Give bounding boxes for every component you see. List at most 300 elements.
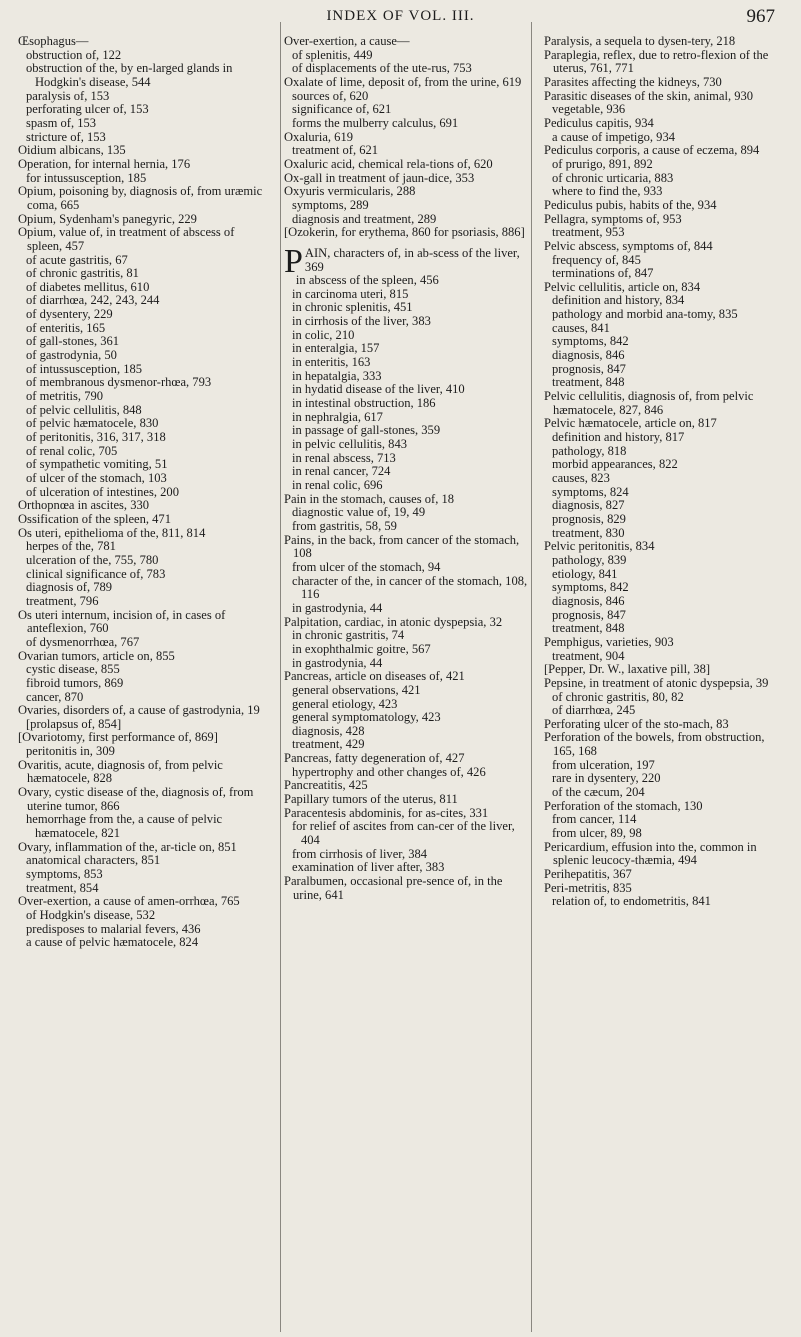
entry-text: in chronic gastritis, 74 <box>292 628 405 643</box>
entry-text: significance of, 621 <box>292 102 392 117</box>
entry-text: from ulceration, 197 <box>552 757 655 772</box>
entry-text: in renal colic, 696 <box>292 478 383 492</box>
index-entry <box>544 390 784 417</box>
entry-text: of prurigo, 891, 892 <box>552 156 653 171</box>
entry-text: from gastritis, 58, 59 <box>292 518 397 533</box>
index-entry <box>284 670 530 684</box>
entry-text: symptoms, 853 <box>26 867 103 882</box>
index-subentry <box>544 308 784 322</box>
index-entry <box>544 636 784 650</box>
entry-text: Pelvic cellulitis, diagnosis of, from pelvic hæmatocele, 827, 846 <box>544 389 754 417</box>
entry-text: Over-exertion, a cause— <box>284 35 410 48</box>
index-subentry <box>544 595 784 609</box>
entry-text: Oxaluric acid, chemical rela-tions of, 620 <box>284 156 493 171</box>
entry-text: of peritonitis, 316, 317, 318 <box>26 430 166 445</box>
entry-text: diagnosis, 846 <box>552 593 625 608</box>
page-header <box>0 6 801 32</box>
index-entry <box>18 226 270 253</box>
index-subentry <box>18 90 270 104</box>
index-subentry <box>544 622 784 636</box>
index-subentry <box>544 472 784 486</box>
entry-text: of chronic gastritis, 81 <box>26 266 139 281</box>
entry-text: stricture of, 153 <box>26 129 106 144</box>
index-subentry <box>284 274 530 288</box>
index-subentry <box>18 472 270 486</box>
index-subentry <box>18 431 270 445</box>
entry-text: fibroid tumors, 869 <box>26 675 124 690</box>
index-entry <box>284 493 530 507</box>
entry-text: in pelvic cellulitis, 843 <box>292 437 407 452</box>
index-subentry <box>18 335 270 349</box>
entry-text: predisposes to malarial fevers, 436 <box>26 921 201 936</box>
entry-text: Ovary, cystic disease of the, diagnosis of, from uterine tumor, 866 <box>18 785 254 813</box>
entry-text: Pelvic abscess, symptoms of, 844 <box>544 238 713 253</box>
index-subentry <box>18 718 270 732</box>
index-subentry <box>18 376 270 390</box>
index-subentry <box>18 854 270 868</box>
entry-text: ulceration of the, 755, 780 <box>26 552 159 567</box>
index-entry <box>18 704 270 718</box>
index-subentry <box>544 650 784 664</box>
entry-text: Os uteri internum, incision of, in cases of anteflexion, 760 <box>18 607 226 636</box>
entry-text: general etiology, 423 <box>292 696 398 711</box>
index-subentry <box>284 315 530 329</box>
entry-text: Perforation of the stomach, 130 <box>544 798 703 813</box>
entry-text: of dysmenorrhœa, 767 <box>26 634 140 649</box>
index-entry <box>18 213 270 227</box>
drop-cap: P <box>284 242 303 280</box>
entry-text: sources of, 620 <box>292 88 369 103</box>
entry-text: of dysentery, 229 <box>26 307 113 322</box>
entry-text: in enteralgia, 157 <box>292 341 380 356</box>
entry-text: of acute gastritis, 67 <box>26 252 128 267</box>
entry-text: prognosis, 829 <box>552 511 626 526</box>
index-subentry <box>18 486 270 500</box>
entry-text: general symptomatology, 423 <box>292 710 441 725</box>
entry-text: herpes of the, 781 <box>26 539 116 554</box>
entry-text: Over-exertion, a cause of amen-orrhœa, 765 <box>18 894 240 909</box>
index-subentry <box>544 704 784 718</box>
index-entry <box>544 117 784 131</box>
index-entry <box>284 242 530 280</box>
entry-text: anatomical characters, 851 <box>26 853 161 868</box>
entry-text: treatment, 796 <box>26 593 99 608</box>
entry-text: of splenitis, 449 <box>292 47 373 62</box>
index-subentry <box>18 595 270 609</box>
index-subentry <box>284 725 530 739</box>
entry-text: rare in dysentery, 220 <box>552 771 661 786</box>
index-subentry <box>544 486 784 500</box>
index-subentry <box>284 144 530 158</box>
index-subentry <box>18 813 270 840</box>
index-subentry <box>18 745 270 759</box>
entry-text: in intestinal obstruction, 186 <box>292 396 436 411</box>
index-subentry <box>284 506 530 520</box>
entry-text: Parasites affecting the kidneys, 730 <box>544 74 722 89</box>
index-subentry <box>544 786 784 800</box>
index-subentry <box>284 561 530 575</box>
index-subentry <box>18 49 270 63</box>
entry-text: morbid appearances, 822 <box>552 457 678 472</box>
entry-text: symptoms, 289 <box>292 197 369 212</box>
index-subentry <box>18 568 270 582</box>
entry-text: Pain in the stomach, causes of, 18 <box>284 491 455 506</box>
entry-text: from cirrhosis of liver, 384 <box>292 846 428 861</box>
index-subentry <box>544 254 784 268</box>
entry-text: treatment, 830 <box>552 525 625 540</box>
entry-text: vegetable, 936 <box>552 102 626 117</box>
index-subentry <box>544 376 784 390</box>
index-entry <box>284 185 530 199</box>
index-subentry <box>18 390 270 404</box>
entry-text: Paralysis, a sequela to dysen-tery, 218 <box>544 35 736 48</box>
index-entry <box>18 731 270 745</box>
index-entry <box>284 793 530 807</box>
entry-text: Oxalate of lime, deposit of, from the urine, 619 <box>284 74 522 89</box>
entry-text: of intussusception, 185 <box>26 361 143 376</box>
index-entry <box>284 616 530 630</box>
index-subentry <box>284 766 530 780</box>
index-subentry <box>544 103 784 117</box>
index-subentry <box>284 383 530 397</box>
index-subentry <box>18 254 270 268</box>
index-subentry <box>284 213 530 227</box>
index-subentry <box>284 465 530 479</box>
index-entry <box>544 731 784 758</box>
entry-text: of chronic gastritis, 80, 82 <box>552 689 684 704</box>
entry-text: cancer, 870 <box>26 689 84 704</box>
index-subentry <box>544 527 784 541</box>
entry-text: Pediculus pubis, habits of the, 934 <box>544 197 717 212</box>
entry-text: perforating ulcer of, 153 <box>26 102 149 117</box>
entry-text: in carcinoma uteri, 815 <box>292 286 409 301</box>
index-subentry <box>18 308 270 322</box>
index-subentry <box>284 438 530 452</box>
index-subentry <box>18 691 270 705</box>
entry-text: Paracentesis abdominis, for as-cites, 331 <box>284 805 489 820</box>
entry-text: Pellagra, symptoms of, 953 <box>544 211 682 226</box>
entry-text: treatment, 953 <box>552 225 625 240</box>
entry-text: definition and history, 817 <box>552 430 685 445</box>
index-entry <box>544 677 784 691</box>
index-subentry <box>284 479 530 493</box>
index-subentry <box>544 363 784 377</box>
entry-text: a cause of impetigo, 934 <box>552 129 675 144</box>
index-entry <box>284 875 530 902</box>
index-subentry <box>284 49 530 63</box>
index-subentry <box>284 103 530 117</box>
entry-text: Pediculus corporis, a cause of eczema, 894 <box>544 143 760 158</box>
index-entry <box>544 49 784 76</box>
entry-text: symptoms, 842 <box>552 334 629 349</box>
entry-text: prognosis, 847 <box>552 361 626 376</box>
entry-text: Pediculus capitis, 934 <box>544 115 654 130</box>
index-entry <box>544 35 784 49</box>
entry-text: diagnosis, 846 <box>552 348 625 363</box>
entry-text: Ovarian tumors, article on, 855 <box>18 648 175 663</box>
index-subentry <box>544 772 784 786</box>
entry-text: Pemphigus, varieties, 903 <box>544 634 674 649</box>
index-entry <box>18 786 270 813</box>
entry-text: Opium, value of, in treatment of abscess of spleen, 457 <box>18 225 235 253</box>
index-subentry <box>544 294 784 308</box>
entry-text: character of the, in cancer of the stomach, 108, 116 <box>292 573 528 602</box>
entry-text: of chronic urticaria, 883 <box>552 170 674 185</box>
index-subentry <box>284 356 530 370</box>
index-subentry <box>284 424 530 438</box>
index-subentry <box>284 288 530 302</box>
index-entry <box>544 281 784 295</box>
entry-text: terminations of, 847 <box>552 266 654 281</box>
index-subentry <box>18 663 270 677</box>
index-subentry <box>544 226 784 240</box>
entry-text: diagnosis, 428 <box>292 723 365 738</box>
entry-text: general observations, 421 <box>292 682 421 697</box>
index-subentry <box>18 417 270 431</box>
index-subentry <box>544 581 784 595</box>
entry-text: Operation, for internal hernia, 176 <box>18 156 191 171</box>
index-subentry <box>18 322 270 336</box>
entry-text: in renal cancer, 724 <box>292 464 391 479</box>
index-subentry <box>284 301 530 315</box>
index-subentry <box>18 445 270 459</box>
entry-text: Oxaluria, 619 <box>284 129 353 144</box>
entry-text: pathology, 839 <box>552 552 627 567</box>
entry-text: Pancreatitis, 425 <box>284 778 368 793</box>
entry-text: in enteritis, 163 <box>292 355 371 370</box>
index-subentry <box>18 117 270 131</box>
index-subentry <box>284 698 530 712</box>
entry-text: Perforating ulcer of the sto-mach, 83 <box>544 716 729 731</box>
entry-text: treatment, 854 <box>26 880 99 895</box>
index-subentry <box>284 397 530 411</box>
index-entry <box>18 144 270 158</box>
entry-text: treatment, 904 <box>552 648 625 663</box>
index-entry <box>284 158 530 172</box>
entry-text: [Ozokerin, for erythema, 860 for psoriasis, 886] <box>284 225 525 240</box>
entry-text: clinical significance of, 783 <box>26 566 166 581</box>
entry-text: from cancer, 114 <box>552 812 637 827</box>
entry-text: definition and history, 834 <box>552 293 685 308</box>
entry-text: Pepsine, in treatment of atonic dyspepsia, 39 <box>544 675 769 690</box>
index-subentry <box>544 691 784 705</box>
entry-text: of gall-stones, 361 <box>26 334 120 349</box>
entry-text: of metritis, 790 <box>26 389 104 404</box>
entry-text: treatment of, 621 <box>292 143 379 158</box>
index-subentry <box>544 267 784 281</box>
entry-text: causes, 841 <box>552 320 610 335</box>
index-entry <box>544 882 784 896</box>
entry-text: of pelvic hæmatocele, 830 <box>26 416 159 431</box>
entry-text: Paralbumen, occasional pre-sence of, in the urine, 641 <box>284 874 503 902</box>
entry-text: of pelvic cellulitis, 848 <box>26 402 142 417</box>
index-subentry <box>18 62 270 89</box>
index-entry <box>544 144 784 158</box>
entry-text: Ovaritis, acute, diagnosis of, from pelvic hæmatocele, 828 <box>18 757 223 786</box>
index-subentry <box>18 936 270 950</box>
entry-text: for relief of ascites from can-cer of the liver, 404 <box>292 819 515 848</box>
index-subentry <box>544 813 784 827</box>
entry-text: [Ovariotomy, first performance of, 869] <box>18 730 218 745</box>
entry-text: in passage of gall-stones, 359 <box>292 423 441 438</box>
index-entry <box>544 841 784 868</box>
index-subentry <box>18 458 270 472</box>
entry-text: Pancreas, article on diseases of, 421 <box>284 669 465 684</box>
index-subentry <box>284 520 530 534</box>
index-subentry <box>284 342 530 356</box>
index-entry <box>284 226 530 240</box>
entry-text: hypertrophy and other changes of, 426 <box>292 764 486 779</box>
entry-text: of gastrodynia, 50 <box>26 348 117 363</box>
index-column-1 <box>18 35 270 1330</box>
index-entry <box>544 240 784 254</box>
entry-text: symptoms, 842 <box>552 580 629 595</box>
entry-text: Os uteri, epithelioma of the, 811, 814 <box>18 525 206 540</box>
index-column-2 <box>284 35 530 1330</box>
entry-text: in chronic splenitis, 451 <box>292 300 413 315</box>
entry-text: diagnosis of, 789 <box>26 580 113 595</box>
entry-text: of diabetes mellitus, 610 <box>26 279 150 294</box>
entry-text: [Pepper, Dr. W., laxative pill, 38] <box>544 662 711 677</box>
entry-text: Pelvic cellulitis, article on, 834 <box>544 279 701 294</box>
entry-text: in cirrhosis of the liver, 383 <box>292 314 431 329</box>
index-subentry <box>284 329 530 343</box>
entry-text: in gastrodynia, 44 <box>292 600 383 615</box>
index-entry <box>544 90 784 104</box>
index-subentry <box>284 602 530 616</box>
entry-text: Ossification of the spleen, 471 <box>18 511 171 526</box>
entry-text: diagnostic value of, 19, 49 <box>292 505 426 520</box>
entry-text: treatment, 848 <box>552 621 625 636</box>
index-entry <box>544 213 784 227</box>
entry-text: of the cæcum, 204 <box>552 785 645 800</box>
entry-text: Peri-metritis, 835 <box>544 880 632 895</box>
entry-text: Parasitic diseases of the skin, animal, 930 <box>544 88 754 103</box>
entry-text: of membranous dysmenor-rhœa, 793 <box>26 375 212 390</box>
index-subentry <box>18 636 270 650</box>
entry-text: symptoms, 824 <box>552 484 629 499</box>
entry-text: from ulcer, 89, 98 <box>552 826 642 841</box>
index-subentry <box>544 513 784 527</box>
entry-text: of diarrhœa, 242, 243, 244 <box>26 293 160 308</box>
entry-text: Pains, in the back, from cancer of the stomach, 108 <box>284 532 520 561</box>
entry-text: frequency of, 845 <box>552 252 641 267</box>
index-subentry <box>18 131 270 145</box>
entry-text: a cause of pelvic hæmatocele, 824 <box>26 935 199 950</box>
index-entry <box>284 76 530 90</box>
index-subentry <box>284 370 530 384</box>
entry-text: Opium, Sydenham's panegyric, 229 <box>18 211 197 226</box>
index-subentry <box>284 411 530 425</box>
entry-text: Œsophagus— <box>18 35 89 48</box>
entry-text: where to find the, 933 <box>552 184 663 199</box>
index-subentry <box>284 738 530 752</box>
entry-text: Oxyuris vermicularis, 288 <box>284 184 416 199</box>
index-subentry <box>284 657 530 671</box>
index-subentry <box>18 868 270 882</box>
index-subentry <box>284 820 530 847</box>
index-subentry <box>18 172 270 186</box>
index-entry <box>284 752 530 766</box>
entry-text: in abscess of the spleen, 456 <box>295 273 439 288</box>
entry-text: Pelvic peritonitis, 834 <box>544 539 655 554</box>
entry-text: Paraplegia, reflex, due to retro-flexion of the uterus, 761, 771 <box>544 47 769 76</box>
index-subentry <box>544 185 784 199</box>
entry-text: relation of, to endometritis, 841 <box>552 894 711 909</box>
entry-text: Ox-gall in treatment of jaun-dice, 353 <box>284 170 475 185</box>
entry-text: in hydatid disease of the liver, 410 <box>292 382 465 397</box>
index-entry <box>18 35 270 49</box>
index-subentry <box>18 909 270 923</box>
entry-text: Pelvic hæmatocele, article on, 817 <box>544 416 717 431</box>
index-subentry <box>18 103 270 117</box>
entry-text: Palpitation, cardiac, in atonic dyspepsia, 32 <box>284 614 503 629</box>
entry-text: AIN, characters of, in ab-scess of the liver, 369 <box>304 245 520 274</box>
index-subentry <box>18 554 270 568</box>
index-subentry <box>284 643 530 657</box>
entry-text: of renal colic, 705 <box>26 443 118 458</box>
entry-text: obstruction of, 122 <box>26 47 122 62</box>
index-subentry <box>18 294 270 308</box>
index-subentry <box>544 609 784 623</box>
index-entry <box>18 499 270 513</box>
index-subentry <box>18 540 270 554</box>
index-entry <box>544 417 784 431</box>
index-entry <box>544 663 784 677</box>
entry-text: treatment, 848 <box>552 375 625 390</box>
entry-text: treatment, 429 <box>292 737 365 752</box>
index-subentry <box>18 363 270 377</box>
entry-text: Pericardium, effusion into the, common in splenic leucocy-thæmia, 494 <box>544 839 757 868</box>
index-subentry <box>544 158 784 172</box>
entry-text: for intussusception, 185 <box>26 170 147 185</box>
index-subentry <box>284 861 530 875</box>
index-subentry <box>284 117 530 131</box>
entry-text: Pancreas, fatty degeneration of, 427 <box>284 751 465 766</box>
index-subentry <box>544 759 784 773</box>
index-column-3 <box>544 35 784 1330</box>
index-entry <box>284 172 530 186</box>
entry-text: examination of liver after, 383 <box>292 860 445 875</box>
entry-text: Perihepatitis, 367 <box>544 867 632 882</box>
entry-text: of ulceration of intestines, 200 <box>26 484 179 499</box>
index-subentry <box>18 677 270 691</box>
entry-text: forms the mulberry calculus, 691 <box>292 115 459 130</box>
entry-text: in renal abscess, 713 <box>292 450 396 465</box>
index-subentry <box>284 62 530 76</box>
index-subentry <box>544 349 784 363</box>
index-entry <box>544 76 784 90</box>
entry-text: Papillary tumors of the uterus, 811 <box>284 792 458 807</box>
entry-text: in gastrodynia, 44 <box>292 655 383 670</box>
index-entry <box>284 779 530 793</box>
index-entry <box>18 650 270 664</box>
entry-text: paralysis of, 153 <box>26 88 110 103</box>
entry-text: spasm of, 153 <box>26 115 97 130</box>
index-entry <box>18 841 270 855</box>
entry-text: Oidium albicans, 135 <box>18 143 126 158</box>
entry-text: pathology, 818 <box>552 443 627 458</box>
entry-text: diagnosis, 827 <box>552 498 625 513</box>
entry-text: causes, 823 <box>552 471 610 485</box>
index-entry <box>544 199 784 213</box>
index-subentry <box>284 684 530 698</box>
index-subentry <box>18 882 270 896</box>
index-entry <box>544 718 784 732</box>
entry-text: of ulcer of the stomach, 103 <box>26 471 167 485</box>
entry-text: of enteritis, 165 <box>26 320 106 335</box>
index-subentry <box>544 499 784 513</box>
